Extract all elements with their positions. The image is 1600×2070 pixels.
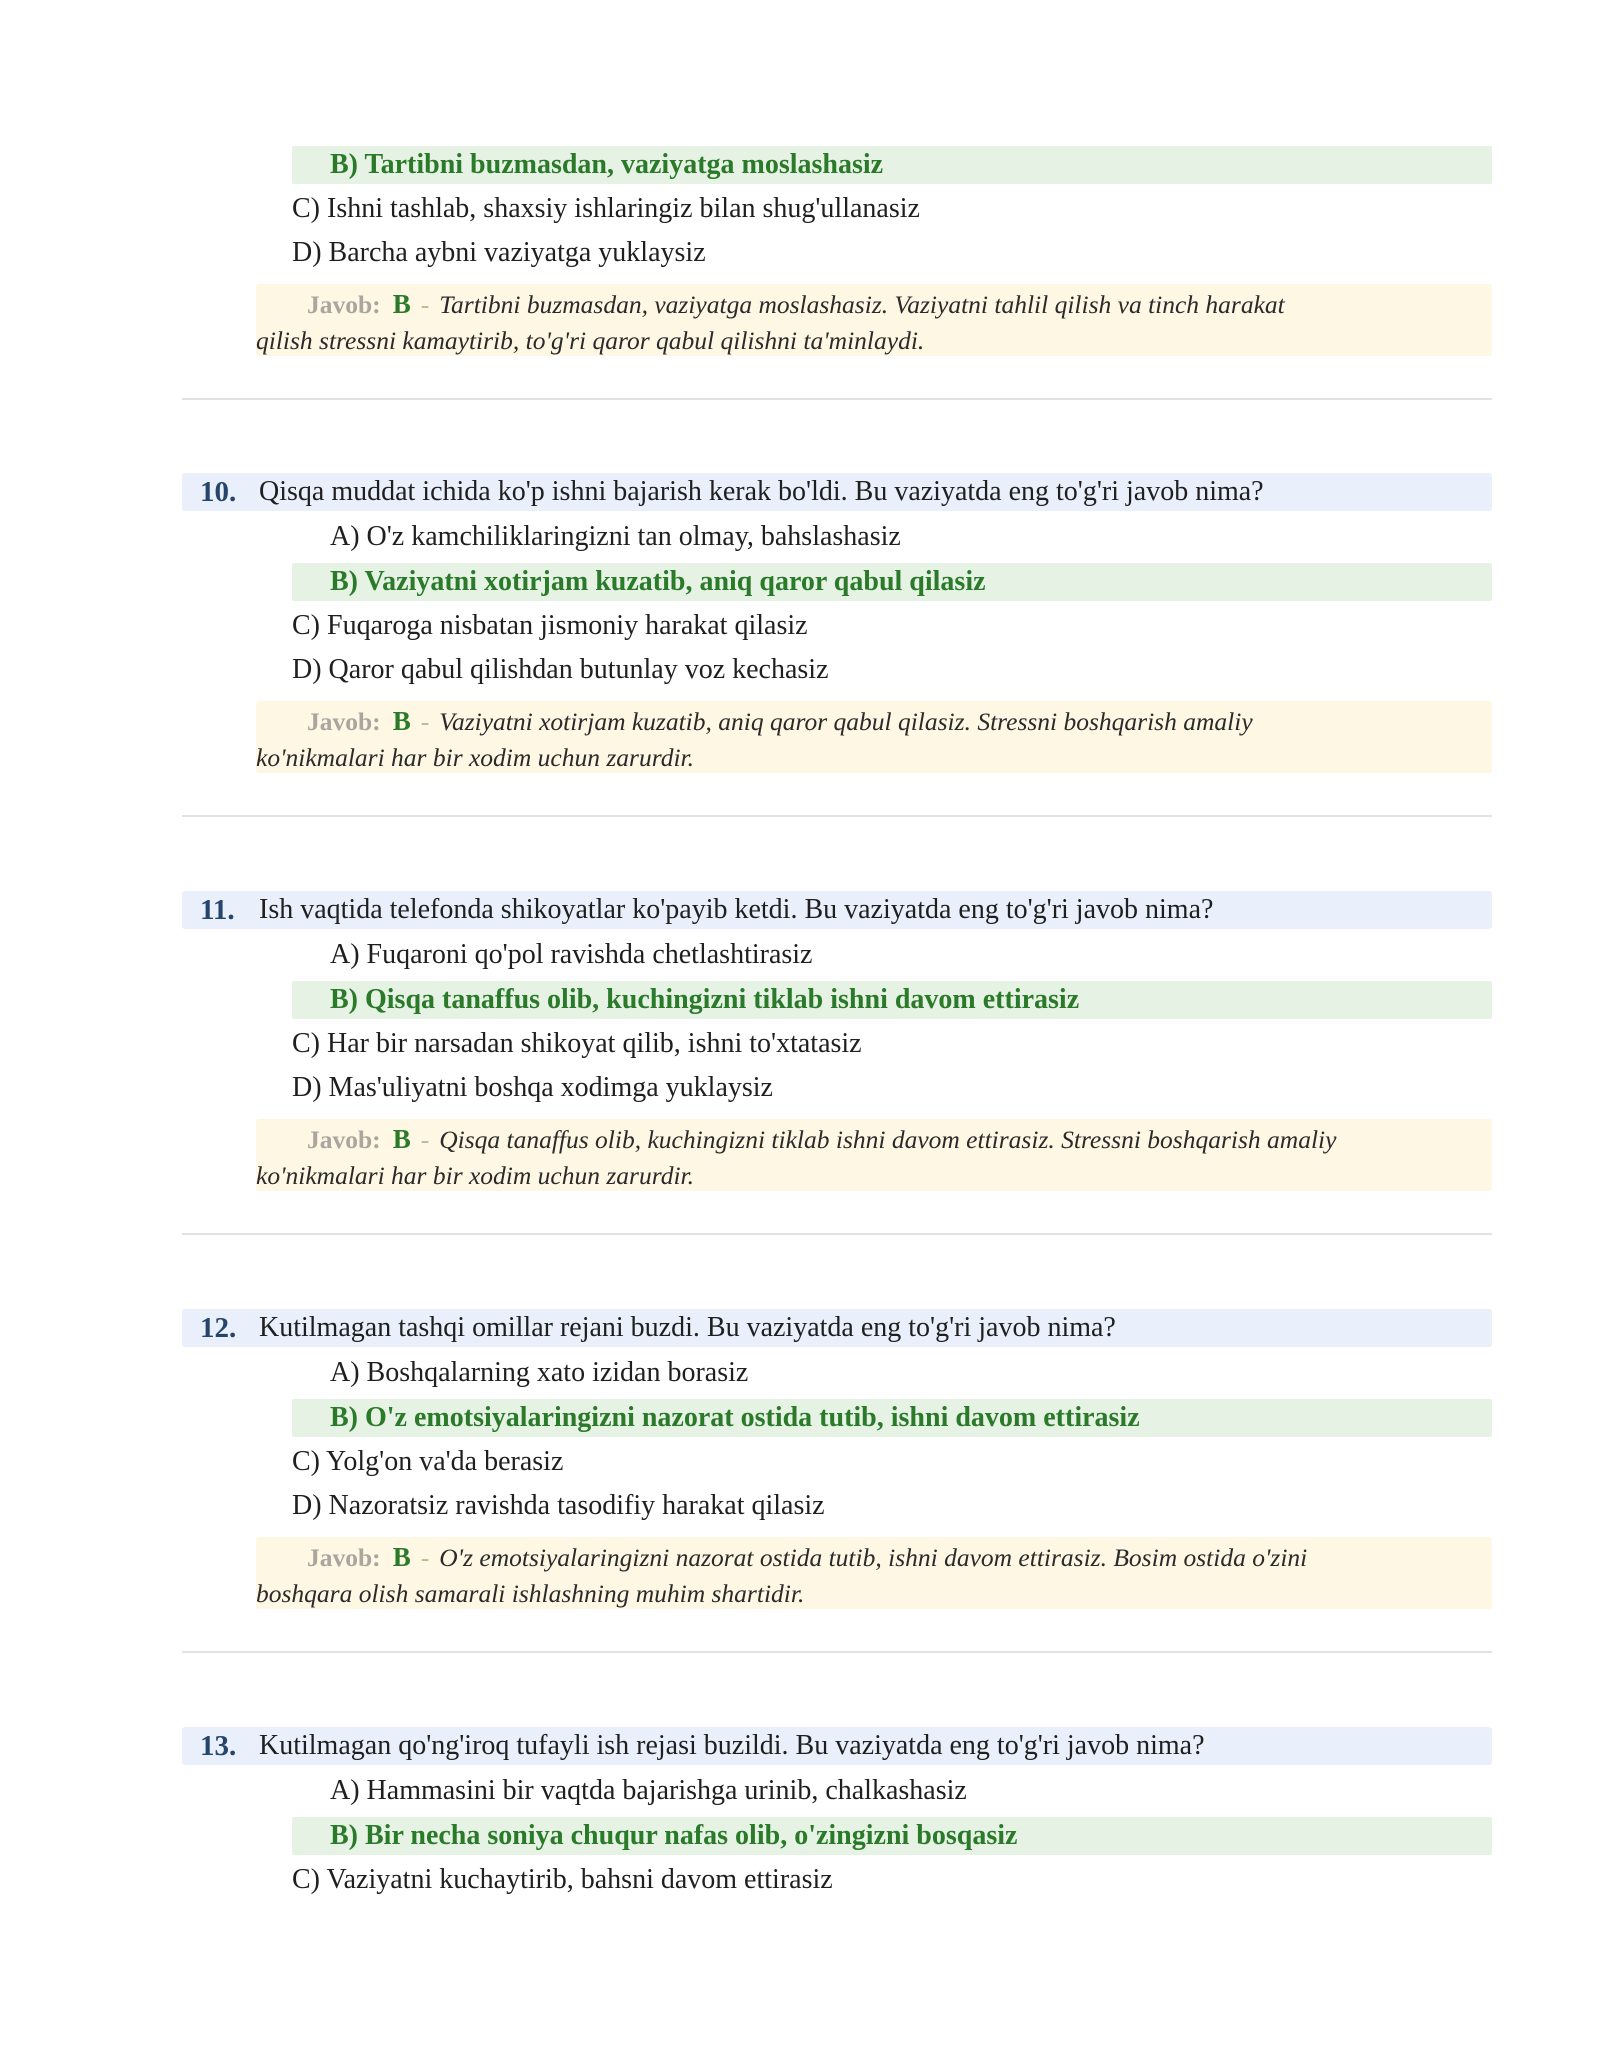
answer-dash: - [420,1125,430,1154]
answer-letter: B [392,1542,411,1572]
answer-explanation-line1: O'z emotsiyalaringizni nazorat ostida tutib, ishni davom ettirasiz. Bosim ostida o'zini [439,1543,1308,1572]
q11-option-c: C) Har bir narsadan shikoyat qilib, ishni to'xtatasiz [292,1028,862,1059]
answer-dash: - [420,1543,430,1572]
answer-label: Javob: [307,1543,381,1572]
divider [182,1651,1492,1653]
q11-answer-box [256,1119,1492,1191]
answer-explanation-line2: qilish stressni kamaytirib, to'g'ri qaror qabul qilishni ta'minlaydi. [256,326,925,355]
q9-option-b-correct: B) Tartibni buzmasdan, vaziyatga moslashasiz [292,146,1492,184]
answer-explanation-line2: ko'nikmalari har bir xodim uchun zarurdir. [256,743,695,772]
q12-option-c: C) Yolg'on va'da berasiz [292,1446,564,1477]
answer-explanation-line2: ko'nikmalari har bir xodim uchun zarurdir. [256,1161,695,1190]
q12-question: Kutilmagan tashqi omillar rejani buzdi. Bu vaziyatda eng to'g'ri javob nima? [259,1312,1116,1343]
answer-letter: B [392,289,411,319]
answer-label: Javob: [307,290,381,319]
answer-label: Javob: [307,707,381,736]
q12-number: 12. [200,1312,237,1344]
q13-number: 13. [200,1730,237,1762]
q12-option-a: A) Boshqalarning xato izidan borasiz [330,1357,749,1388]
q10-option-a: A) O'z kamchiliklaringizni tan olmay, bahslashasiz [330,521,901,552]
q13-option-b-correct: B) Bir necha soniya chuqur nafas olib, o'zingizni bosqasiz [292,1817,1492,1855]
q11-option-b-correct: B) Qisqa tanaffus olib, kuchingizni tiklab ishni davom ettirasiz [292,981,1492,1019]
q10-number: 10. [200,476,237,508]
q11-option-d: D) Mas'uliyatni boshqa xodimga yuklaysiz [292,1072,773,1103]
q11-question: Ish vaqtida telefonda shikoyatlar ko'payib ketdi. Bu vaziyatda eng to'g'ri javob nima? [259,894,1214,925]
q10-option-b-correct: B) Vaziyatni xotirjam kuzatib, aniq qaror qabul qilasiz [292,563,1492,601]
q10-option-c: C) Fuqaroga nisbatan jismoniy harakat qilasiz [292,610,808,641]
q13-option-c: C) Vaziyatni kuchaytirib, bahsni davom ettirasiz [292,1864,833,1895]
answer-explanation-line1: Qisqa tanaffus olib, kuchingizni tiklab ishni davom ettirasiz. Stressni boshqarish amaliy [439,1125,1337,1154]
answer-dash: - [420,707,430,736]
divider [182,815,1492,817]
q13-option-a: A) Hammasini bir vaqtda bajarishga urinib, chalkashasiz [330,1775,967,1806]
q10-option-d: D) Qaror qabul qilishdan butunlay voz kechasiz [292,654,829,685]
q11-option-a: A) Fuqaroni qo'pol ravishda chetlashtirasiz [330,939,813,970]
answer-label: Javob: [307,1125,381,1154]
answer-letter: B [392,706,411,736]
q9-answer-box [256,284,1492,356]
q10-question: Qisqa muddat ichida ko'p ishni bajarish kerak bo'ldi. Bu vaziyatda eng to'g'ri javob nima? [259,476,1264,507]
answer-dash: - [420,290,430,319]
q12-option-d: D) Nazoratsiz ravishda tasodifiy harakat qilasiz [292,1490,825,1521]
q12-option-b-correct: B) O'z emotsiyalaringizni nazorat ostida tutib, ishni davom ettirasiz [292,1399,1492,1437]
q13-question: Kutilmagan qo'ng'iroq tufayli ish rejasi buzildi. Bu vaziyatda eng to'g'ri javob nima? [259,1730,1205,1761]
answer-letter: B [392,1124,411,1154]
divider [182,1233,1492,1235]
answer-explanation-line1: Tartibni buzmasdan, vaziyatga moslashasiz. Vaziyatni tahlil qilish va tinch harakat [439,290,1285,319]
q11-number: 11. [200,894,235,926]
answer-explanation-line1: Vaziyatni xotirjam kuzatib, aniq qaror qabul qilasiz. Stressni boshqarish amaliy [439,707,1253,736]
q9-option-d: D) Barcha aybni vaziyatga yuklaysiz [292,237,706,268]
divider [182,398,1492,400]
q10-answer-box [256,701,1492,773]
q9-option-c: C) Ishni tashlab, shaxsiy ishlaringiz bilan shug'ullanasiz [292,193,920,224]
q12-answer-box [256,1537,1492,1609]
answer-explanation-line2: boshqara olish samarali ishlashning muhim shartidir. [256,1579,805,1608]
